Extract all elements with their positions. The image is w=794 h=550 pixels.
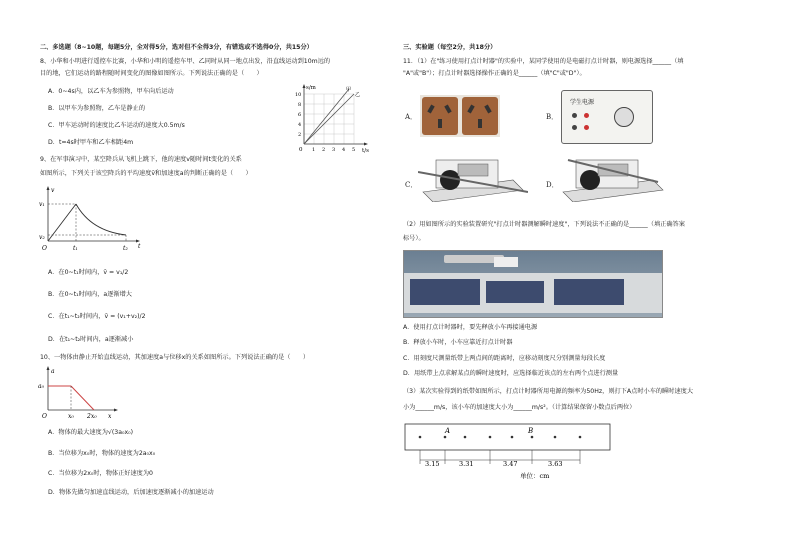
point-b-label: B — [528, 427, 534, 435]
q8-option-d: D．t=4s时甲车和乙车相距4m — [48, 139, 134, 146]
q9-option-c: C．在t₁~t₂时间内，v̄ = (v₁+v₂)/2 — [48, 313, 146, 320]
svg-text:2: 2 — [298, 132, 302, 138]
img-label-d: D． — [546, 181, 559, 189]
q10-option-b: B．当位移为x₀时，物体的速度为2a₀x₀ — [48, 450, 156, 457]
section-title-multiple-choice: 二、多选题（8~10题，每题5分，全对得5分，选对但不全得3分，有错选或不选得0分，共15分） — [40, 44, 313, 51]
segment-3: 3.47 — [503, 460, 518, 468]
q9-line1: 9、在军事演习中，某空降兵从飞机上跳下，他的速度v随时间t变化的关系 — [40, 156, 242, 163]
q8-option-a: A．0~4s内，以乙车为参照物，甲车向后运动 — [48, 88, 174, 95]
svg-text:v: v — [51, 187, 55, 194]
img-label-b: B． — [546, 113, 559, 121]
svg-text:t: t — [138, 243, 141, 250]
q11-part3-line1: （3）某次实验得到的纸带如图所示，打点计时器所用电源的频率为50Hz，则打下A点时小车的瞬时速度大 — [403, 388, 694, 395]
timer-image-d — [558, 152, 668, 202]
svg-text:1: 1 — [312, 147, 316, 153]
q10-ax-graph — [36, 366, 126, 422]
x-axis-label: t/s — [362, 148, 369, 154]
segment-2: 3.31 — [459, 460, 474, 468]
power-supply-image: 学生电源 — [561, 90, 653, 144]
y-axis-label: s/m — [306, 85, 316, 91]
svg-text:O: O — [42, 413, 47, 420]
q11-line1: 11．（1）在"练习使用打点计时器"的实验中，某同学使用的是电磁打点计时器，则电源选择______（填 — [403, 58, 684, 65]
line-jia — [304, 89, 349, 144]
q11-part2-line2: 标号）。 — [403, 235, 425, 242]
q11-part2-option-b: B．释放小车时，小车应靠近打点计时器 — [403, 339, 513, 346]
img-label-a: A． — [405, 113, 418, 121]
q8-option-b: B．以甲车为参照物，乙车是静止的 — [48, 105, 146, 112]
svg-text:v₁: v₁ — [39, 201, 45, 208]
svg-text:O: O — [42, 245, 47, 252]
q11-line2: "A"或"B"）；打点计时器选择操作正确的是______（填"C"或"D"）。 — [403, 70, 586, 77]
svg-text:t₂: t₂ — [123, 245, 128, 252]
img-label-c: C． — [405, 181, 418, 189]
q8-st-graph — [290, 84, 380, 164]
svg-text:x: x — [108, 413, 112, 420]
svg-text:2: 2 — [322, 147, 326, 153]
svg-text:4: 4 — [298, 122, 302, 128]
svg-text:a₀: a₀ — [38, 383, 44, 390]
q8-line1: 8、小华和小明进行遥控车比赛，小华和小明的遥控车甲、乙同时从同一地点出发，沿直线运动到10m远的 — [40, 58, 331, 65]
q10-option-d: D．物体先做匀加速直线运动，后加速度逐渐减小的加速运动 — [48, 489, 214, 496]
q8-line2: 目的地，它们运动的路程随时间变化的图像如图所示。下列说法正确的是（ ） — [40, 70, 263, 77]
q9-line2: 如图所示，下列关于该空降兵的平均速度v̄和加速度a的判断正确的是（ ） — [40, 170, 252, 177]
apparatus-photo — [403, 250, 663, 318]
svg-text:x₀: x₀ — [68, 413, 74, 420]
segment-4: 3.63 — [548, 460, 563, 468]
q8-option-c: C．甲车运动时的速度比乙车运动的速度大0.5m/s — [48, 122, 185, 129]
svg-text:乙: 乙 — [355, 92, 361, 98]
q9-option-b: B．在0~t₁时间内，a逐渐增大 — [48, 291, 132, 298]
svg-text:甲: 甲 — [346, 87, 352, 93]
q9-option-d: D．在t₁~t₂时间内，a逐渐减小 — [48, 336, 134, 343]
line-yi — [304, 94, 354, 144]
svg-text:t₁: t₁ — [73, 245, 78, 252]
svg-text:8: 8 — [298, 102, 302, 108]
point-a-label: A — [445, 427, 451, 435]
q11-part2-option-d: D．用纸带上点求解某点的瞬时速度时，应选择临近该点的左右两个点进行测量 — [403, 370, 619, 377]
paper-tape-figure — [400, 420, 615, 482]
svg-text:4: 4 — [342, 147, 346, 153]
q11-part3-line2: 小为______m/s，该小车的加速度大小为______m/s²。（计算结果保留小数点后两位） — [403, 404, 636, 411]
socket-image — [420, 95, 500, 137]
svg-text:6: 6 — [298, 112, 302, 118]
q10-option-c: C．当位移为2x₀时，物体正好速度为0 — [48, 470, 153, 477]
q11-part2-option-c: C．用刻度尺测量纸带上两点间的距离时，应移动刻度尺分别测量每段长度 — [403, 355, 606, 362]
segment-1: 3.15 — [425, 460, 440, 468]
section-title-experiment: 三、实验题（每空2分，共18分） — [403, 44, 497, 51]
origin-label: 0 — [299, 147, 303, 153]
svg-text:v₂: v₂ — [39, 234, 45, 241]
svg-text:2x₀: 2x₀ — [87, 413, 97, 420]
q11-part2-line1: （2）用如图所示的实验装置研究"打点计时器测解瞬时速度"，下列说法不正确的是______（填正确答案 — [403, 221, 685, 228]
timer-image-c — [418, 152, 528, 202]
tape-unit-label: 单位：cm — [520, 472, 550, 480]
q9-option-a: A．在0~t₁时间内，v̄ = v₁/2 — [48, 269, 129, 276]
svg-text:a: a — [51, 368, 55, 375]
q9-vt-graph — [36, 186, 146, 256]
q10-line1: 10、一物体由静止开始直线运动，其加速度a与位移x的关系如图所示。下列说法正确的是（ ） — [40, 354, 310, 361]
svg-text:5: 5 — [352, 147, 356, 153]
svg-text:10: 10 — [295, 92, 302, 98]
q10-option-a: A．物体的最大速度为√(3a₀x₀) — [48, 429, 134, 436]
svg-text:3: 3 — [332, 147, 336, 153]
q11-part2-option-a: A．使用打点计时器时，要先释放小车再接通电源 — [403, 324, 538, 331]
